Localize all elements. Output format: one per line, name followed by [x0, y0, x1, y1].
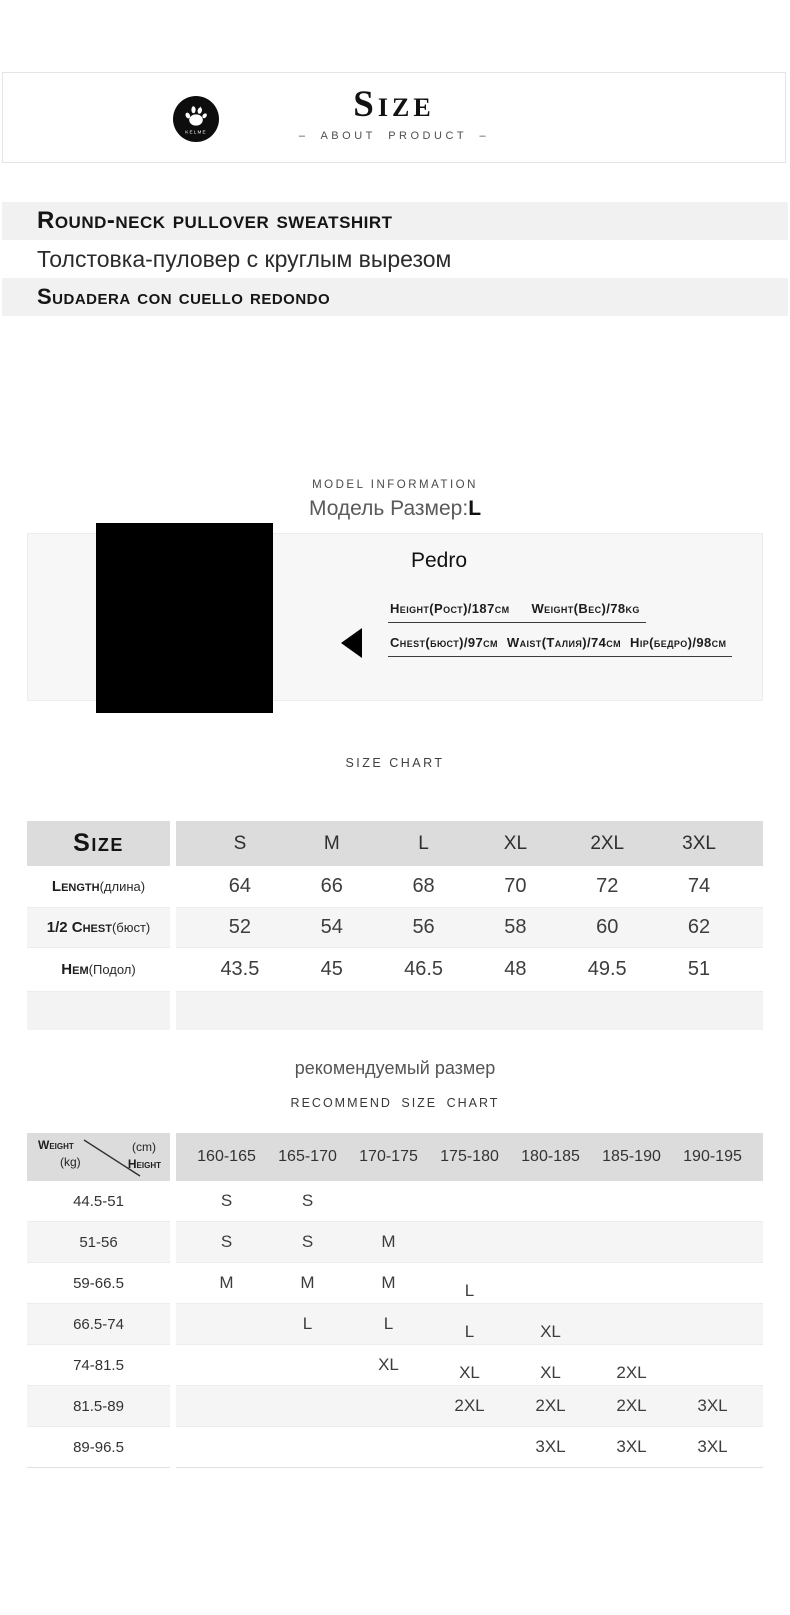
- col-header-190-195: 190-195: [683, 1148, 742, 1165]
- row-label: 66.5-74: [27, 1304, 170, 1345]
- size-cell: 70: [504, 875, 527, 897]
- size-cell: M: [381, 1273, 396, 1292]
- product-title-en: Round-neck pullover sweatshirt: [2, 202, 788, 240]
- size-cell: XL: [378, 1355, 399, 1374]
- size-cell: 58: [504, 916, 527, 938]
- size-cell: 56: [412, 916, 435, 938]
- col-header-xl: XL: [503, 832, 528, 854]
- size-cell: 60: [596, 916, 619, 938]
- height-measurement: Height(Рост)/187cm: [390, 601, 510, 616]
- size-cell: [348, 1386, 429, 1426]
- size-cell: S: [301, 1191, 314, 1210]
- model-size-prefix: Модель Размер:: [308, 497, 469, 520]
- size-chart-heading: SIZE CHART: [345, 756, 445, 770]
- corner-kg-unit: (kg): [60, 1155, 81, 1169]
- product-title-ru: Толстовка-пуловер с круглым вырезом: [2, 240, 788, 278]
- size-cell: [186, 1345, 267, 1385]
- size-cell: [510, 1222, 591, 1262]
- size-cell: [186, 1427, 267, 1467]
- size-cell: L: [302, 1314, 313, 1333]
- model-measurements-line1: [388, 601, 646, 623]
- recommend-heading-ru: рекомендуемый размер: [294, 1058, 496, 1078]
- size-cell: [672, 1345, 753, 1385]
- corner-weight-label: Weight: [38, 1138, 74, 1152]
- size-cell: XL: [459, 1363, 480, 1382]
- size-cell: [186, 1304, 267, 1344]
- size-cell: M: [300, 1273, 315, 1292]
- row-label: 59-66.5: [27, 1263, 170, 1304]
- recommend-heading-en: RECOMMEND SIZE CHART: [290, 1096, 500, 1110]
- size-cell: XL: [540, 1322, 561, 1341]
- size-cell: [591, 1222, 672, 1262]
- size-corner-label: Size: [73, 829, 124, 857]
- size-cell: 72: [596, 875, 619, 897]
- size-cell: [348, 1427, 429, 1467]
- row-label: 81.5-89: [27, 1386, 170, 1427]
- table-row: [27, 866, 763, 908]
- size-cell: 3XL: [697, 1396, 728, 1415]
- model-size-line: [0, 497, 790, 521]
- size-cell: 62: [687, 916, 711, 938]
- size-cell: [186, 1386, 267, 1426]
- table-row: [27, 1222, 763, 1263]
- size-cell: [510, 1263, 591, 1303]
- row-label: 1/2 Chest (бюст): [27, 908, 170, 948]
- size-cell: [348, 1181, 429, 1221]
- table-row: [27, 1427, 763, 1468]
- col-header-160-165: 160-165: [197, 1148, 256, 1165]
- model-measurements-line2: [388, 635, 732, 657]
- size-cell: 52: [228, 916, 252, 938]
- size-cell: 74: [687, 875, 711, 897]
- hip-measurement: Hip(бедро)/98cm: [630, 635, 727, 650]
- table-row: [27, 1263, 763, 1304]
- size-cell: [672, 1304, 753, 1344]
- size-cell: 2XL: [535, 1396, 566, 1415]
- size-cell: [429, 1222, 510, 1262]
- size-chart-body: [27, 866, 763, 992]
- size-chart-empty-row: [27, 992, 763, 1030]
- row-label: 51-56: [27, 1222, 170, 1263]
- page-subtitle: – ABOUT PRODUCT –: [298, 130, 490, 142]
- size-cell: 3XL: [697, 1437, 728, 1456]
- size-cell: M: [381, 1232, 396, 1251]
- size-cell: [429, 1181, 510, 1221]
- size-cell: L: [464, 1281, 475, 1300]
- size-cell: 66: [320, 875, 343, 897]
- model-size-value: L: [468, 497, 482, 520]
- col-header-m: M: [323, 832, 340, 854]
- chest-measurement: Chest(бюст)/97cm: [390, 635, 498, 650]
- size-cell: [591, 1181, 672, 1221]
- row-label: Length (длина): [27, 866, 170, 908]
- size-cell: [267, 1345, 348, 1385]
- model-photo: [96, 523, 273, 713]
- table-row: [27, 908, 763, 948]
- size-cell: 3XL: [616, 1437, 647, 1456]
- left-arrow-icon: [341, 628, 362, 658]
- size-cell: 45: [320, 958, 343, 980]
- brand-logo-text: KELME: [185, 129, 207, 135]
- recommend-header-row: [27, 1133, 763, 1181]
- recommend-table-body: [27, 1181, 763, 1468]
- size-cell: [672, 1222, 753, 1262]
- size-cell: 2XL: [616, 1396, 647, 1415]
- size-cell: [510, 1181, 591, 1221]
- col-header-170-175: 170-175: [359, 1148, 418, 1165]
- col-header-3xl: 3XL: [682, 832, 716, 854]
- product-title-es: Sudadera con cuello redondo: [2, 278, 788, 316]
- recommend-size-table: [27, 1133, 763, 1468]
- row-label: 89-96.5: [27, 1427, 170, 1468]
- waist-measurement: Waist(Талия)/74cm: [506, 635, 622, 650]
- size-chart-corner-cell: [27, 821, 170, 866]
- col-header-175-180: 175-180: [440, 1148, 499, 1165]
- size-cell: 43.5: [220, 958, 260, 980]
- row-label: Hem (Подол): [27, 948, 170, 992]
- row-label: 44.5-51: [27, 1181, 170, 1222]
- size-cell: XL: [540, 1363, 561, 1382]
- size-cell: [267, 1386, 348, 1426]
- size-cell: M: [219, 1273, 234, 1292]
- size-cell: 46.5: [404, 958, 444, 980]
- size-cell: 54: [320, 916, 343, 938]
- header-box: [2, 72, 786, 163]
- weight-height-corner-cell: [27, 1133, 170, 1181]
- size-cell: L: [383, 1314, 394, 1333]
- size-cell: [429, 1427, 510, 1467]
- size-cell: [672, 1263, 753, 1303]
- size-cell: 48: [504, 958, 527, 980]
- size-cell: 2XL: [616, 1363, 647, 1382]
- col-header-s: S: [233, 832, 247, 854]
- model-name: Pedro: [411, 549, 468, 572]
- col-header-185-190: 185-190: [602, 1148, 661, 1165]
- size-cell: 64: [228, 875, 252, 897]
- size-chart-header-row: [27, 821, 763, 866]
- size-cell: 49.5: [587, 958, 627, 980]
- size-cell: S: [220, 1232, 233, 1251]
- size-cell: 68: [412, 875, 435, 897]
- col-header-l: L: [418, 832, 429, 854]
- corner-height-label: Height: [127, 1157, 161, 1171]
- size-cell: [591, 1304, 672, 1344]
- col-header-165-170: 165-170: [278, 1148, 337, 1165]
- table-row: [27, 1345, 763, 1386]
- size-cell: 51: [687, 958, 711, 980]
- model-information-label: MODEL INFORMATION: [312, 479, 478, 491]
- size-cell: [672, 1181, 753, 1221]
- size-cell: 2XL: [454, 1396, 485, 1415]
- size-cell: L: [464, 1322, 475, 1341]
- diagonal-divider: [27, 1133, 170, 1181]
- weight-measurement: Weight(Вес)/78kg: [531, 601, 640, 616]
- size-cell: 3XL: [535, 1437, 566, 1456]
- size-cell: [267, 1427, 348, 1467]
- table-row: [27, 948, 763, 992]
- size-cell: S: [301, 1232, 314, 1251]
- row-label: 74-81.5: [27, 1345, 170, 1386]
- page-title: Size: [353, 84, 435, 125]
- size-chart-table: [27, 821, 763, 1030]
- table-row: [27, 1181, 763, 1222]
- corner-cm-unit: (cm): [132, 1140, 156, 1154]
- table-row: [27, 1304, 763, 1345]
- size-cell: S: [220, 1191, 233, 1210]
- col-header-2xl: 2XL: [590, 832, 625, 854]
- col-header-180-185: 180-185: [521, 1148, 580, 1165]
- size-cell: [591, 1263, 672, 1303]
